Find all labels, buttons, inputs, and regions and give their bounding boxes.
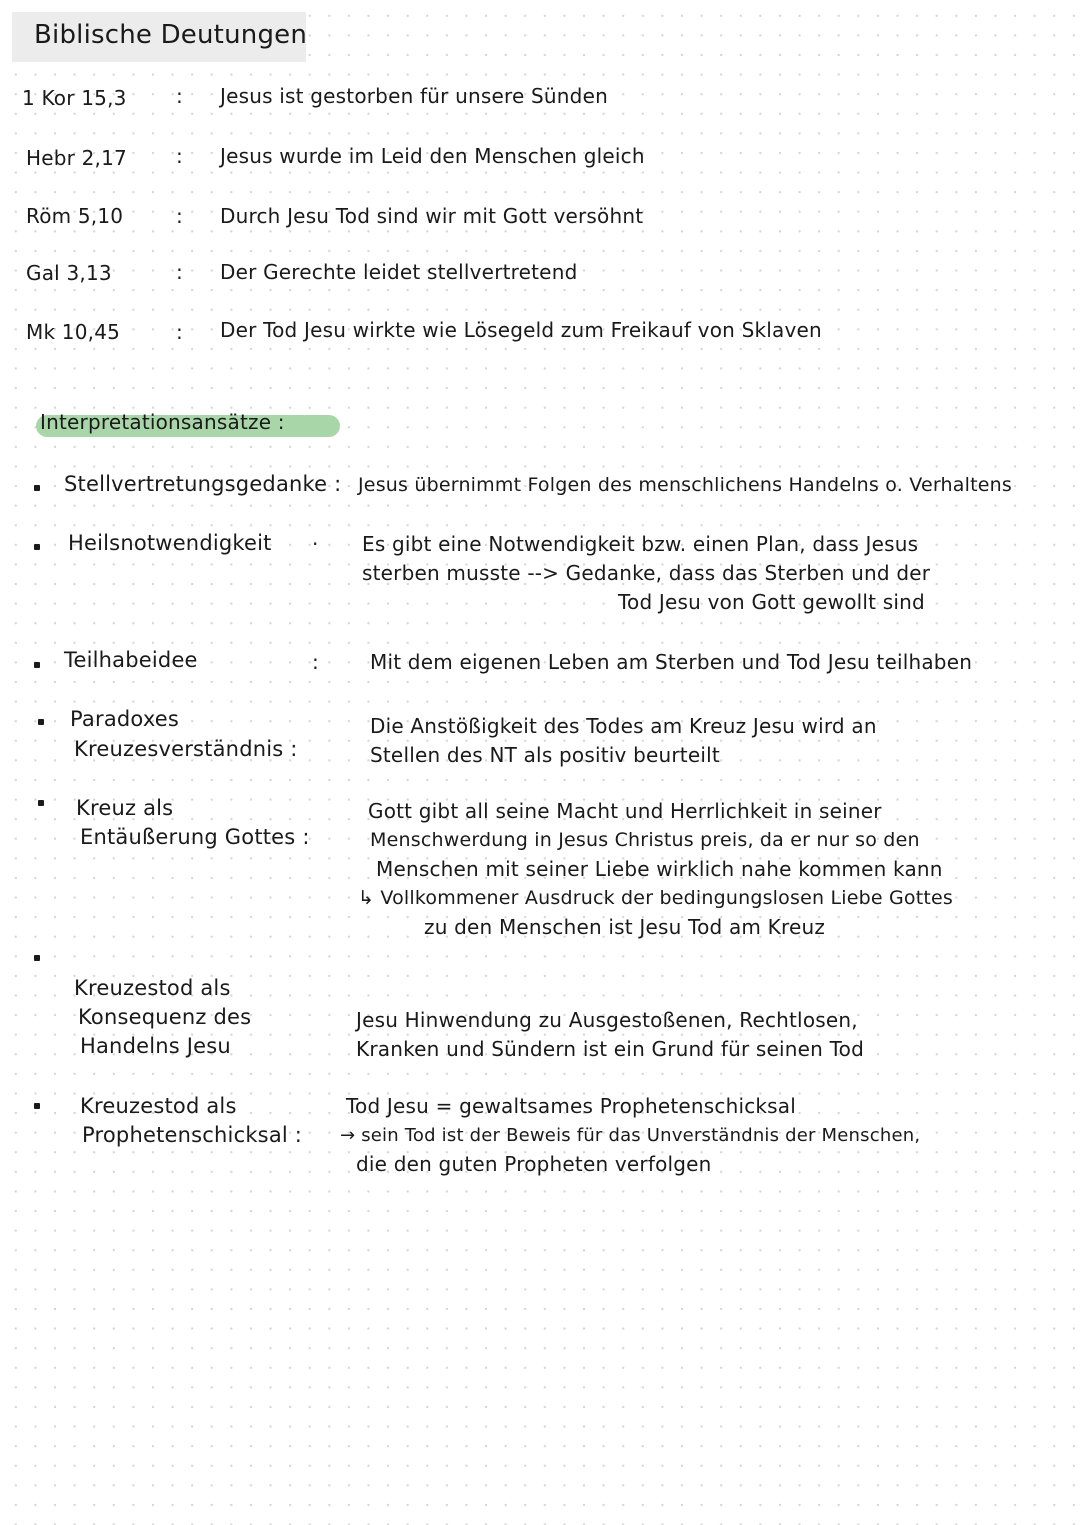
interpretation-description: Gott gibt all seine Macht und Herrlichkeit in seiner	[368, 799, 882, 823]
interpretation-description: Tod Jesu = gewaltsames Prophetenschicksal	[346, 1094, 797, 1118]
interpretation-term: Kreuzesverständnis :	[74, 737, 298, 761]
section-heading: Interpretationsansätze :	[40, 410, 285, 434]
colon: :	[312, 650, 319, 674]
bible-meaning: Jesus wurde im Leid den Menschen gleich	[220, 144, 645, 168]
bullet-icon	[38, 719, 44, 725]
colon: :	[176, 204, 183, 228]
interpretation-term: Kreuz als	[76, 796, 174, 820]
interpretation-description: → sein Tod ist der Beweis für das Unverständnis der Menschen,	[340, 1125, 921, 1146]
interpretation-description: Es gibt eine Notwendigkeit bzw. einen Plan, dass Jesus	[362, 532, 919, 556]
bullet-icon	[38, 800, 44, 806]
interpretation-description: Menschwerdung in Jesus Christus preis, da er nur so den	[370, 829, 920, 851]
colon: :	[176, 260, 183, 284]
interpretation-description: die den guten Propheten verfolgen	[356, 1152, 712, 1176]
interpretation-term: Handelns Jesu	[80, 1034, 231, 1058]
bible-reference: Röm 5,10	[26, 204, 124, 228]
colon: ·	[312, 532, 319, 556]
interpretation-term: Heilsnotwendigkeit	[68, 531, 272, 555]
bullet-icon	[34, 662, 40, 668]
bullet-icon	[34, 955, 40, 961]
interpretation-description: Stellen des NT als positiv beurteilt	[370, 743, 720, 767]
interpretation-term: Stellvertretungsgedanke :	[64, 472, 342, 496]
interpretation-term: Kreuzestod als	[74, 976, 231, 1000]
colon: :	[176, 144, 183, 168]
interpretation-term: Teilhabeidee	[64, 648, 198, 672]
bible-meaning: Jesus ist gestorben für unsere Sünden	[220, 84, 608, 108]
interpretation-term: Kreuzestod als	[80, 1094, 237, 1118]
interpretation-term: Konsequenz des	[78, 1005, 252, 1029]
colon: :	[176, 320, 183, 344]
bible-meaning: Durch Jesu Tod sind wir mit Gott versöhnt	[220, 204, 644, 228]
bible-meaning: Der Tod Jesu wirkte wie Lösegeld zum Freikauf von Sklaven	[220, 318, 822, 342]
bible-reference: Mk 10,45	[26, 320, 121, 344]
interpretation-term: Paradoxes	[70, 707, 180, 731]
interpretation-term: Prophetenschicksal :	[82, 1123, 303, 1147]
interpretation-description: ↳ Vollkommener Ausdruck der bedingungslosen Liebe Gottes	[358, 887, 954, 909]
interpretation-description: Die Anstößigkeit des Todes am Kreuz Jesu wird an	[370, 714, 877, 738]
bible-reference: Gal 3,13	[26, 261, 112, 285]
bible-meaning: Der Gerechte leidet stellvertretend	[220, 260, 578, 284]
interpretation-description: Jesu Hinwendung zu Ausgestoßenen, Rechtlosen,	[356, 1008, 858, 1032]
bible-reference: 1 Kor 15,3	[22, 86, 127, 110]
page-title: Biblische Deutungen	[34, 20, 308, 50]
interpretation-description: Kranken und Sündern ist ein Grund für seinen Tod	[356, 1037, 864, 1061]
colon: :	[176, 84, 183, 108]
interpretation-term: Entäußerung Gottes :	[80, 825, 310, 849]
interpretation-description: Menschen mit seiner Liebe wirklich nahe kommen kann	[376, 857, 943, 881]
interpretation-description: Jesus übernimmt Folgen des menschlichens Handelns o. Verhaltens	[358, 474, 1012, 496]
interpretation-description: sterben musste --> Gedanke, dass das Sterben und der	[362, 561, 931, 585]
interpretation-description: Mit dem eigenen Leben am Sterben und Tod Jesu teilhaben	[370, 650, 973, 674]
bullet-icon	[34, 1103, 40, 1109]
interpretation-description: Tod Jesu von Gott gewollt sind	[618, 590, 925, 614]
bullet-icon	[34, 544, 40, 550]
bible-reference: Hebr 2,17	[26, 146, 127, 170]
bullet-icon	[34, 485, 40, 491]
interpretation-description: zu den Menschen ist Jesu Tod am Kreuz	[424, 915, 826, 939]
